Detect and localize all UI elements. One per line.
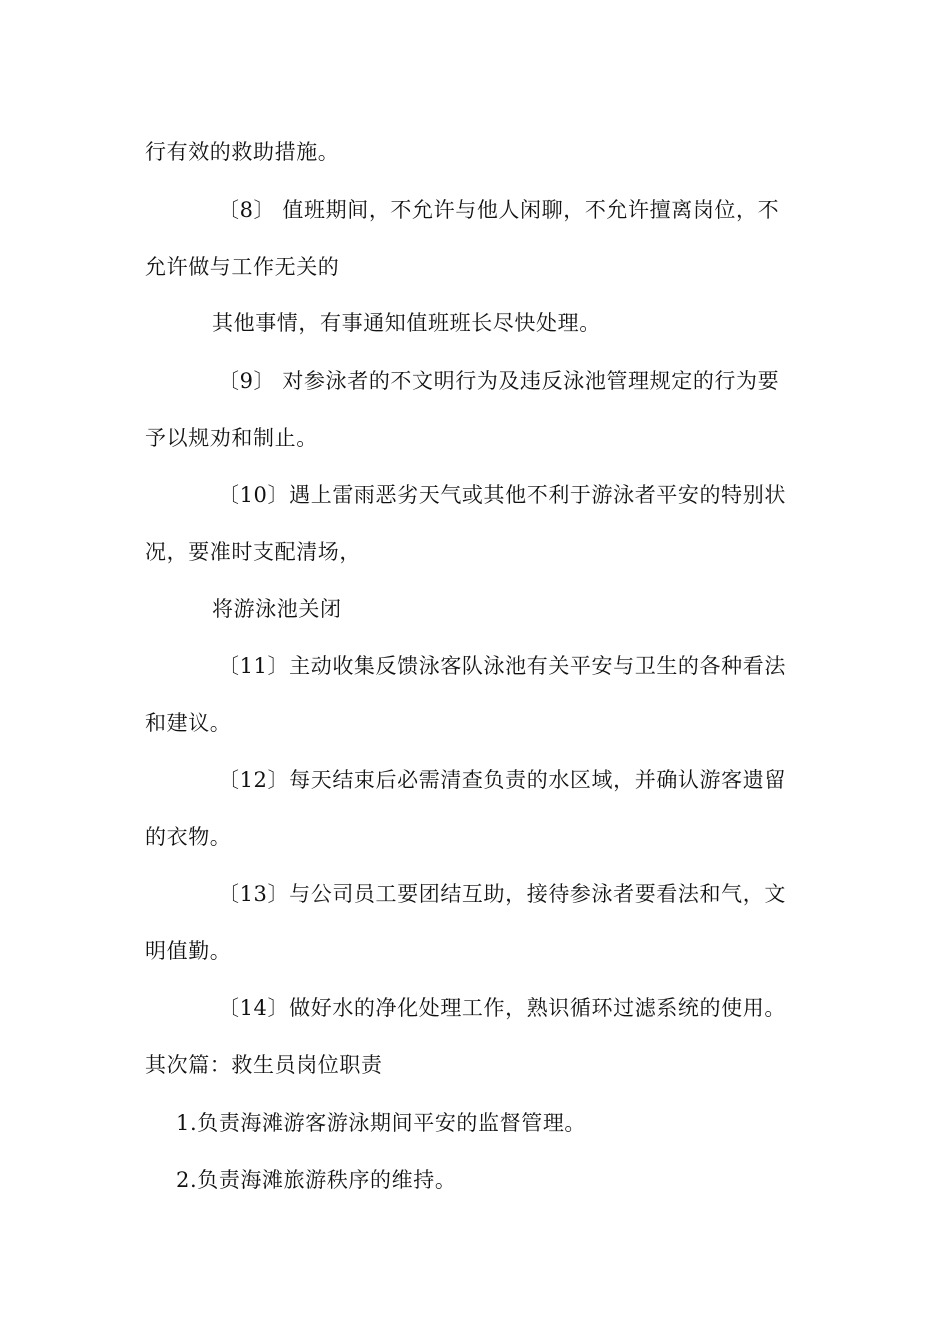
text-line: 〔9〕 对参泳者的不文明行为及违反泳池管理规定的行为要: [218, 369, 780, 393]
text-line: 〔8〕 值班期间，不允许与他人闲聊，不允许擅离岗位，不: [218, 198, 780, 222]
text-line: 〔13〕与公司员工要团结互助，接待参泳者要看法和气，文: [218, 882, 786, 906]
text-line: 况，要准时支配清场，: [145, 540, 361, 564]
section-heading: 其次篇：救生员岗位职责: [145, 1053, 383, 1077]
list-item: 1.负责海滩游客游泳期间平安的监督管理。: [176, 1111, 587, 1135]
text-line: 〔10〕遇上雷雨恶劣天气或其他不利于游泳者平安的特别状: [218, 483, 786, 507]
text-line: 予以规劝和制止。: [145, 426, 318, 450]
text-line: 允许做与工作无关的: [145, 255, 340, 279]
text-line: 其他事情，有事通知值班班长尽快处理。: [212, 311, 601, 335]
text-line: 〔12〕每天结束后必需清查负责的水区域，并确认游客遗留: [218, 768, 786, 792]
text-line: 和建议。: [145, 711, 232, 735]
text-line: 明值勤。: [145, 939, 232, 963]
text-line: 的衣物。: [145, 825, 232, 849]
text-line: 〔14〕做好水的净化处理工作，熟识循环过滤系统的使用。: [218, 996, 786, 1020]
list-item: 2.负责海滩旅游秩序的维持。: [176, 1168, 457, 1192]
text-line: 〔11〕主动收集反馈泳客队泳池有关平安与卫生的各种看法: [218, 654, 786, 678]
text-line: 行有效的救助措施。: [145, 140, 340, 164]
text-line: 将游泳池关闭: [212, 597, 342, 621]
